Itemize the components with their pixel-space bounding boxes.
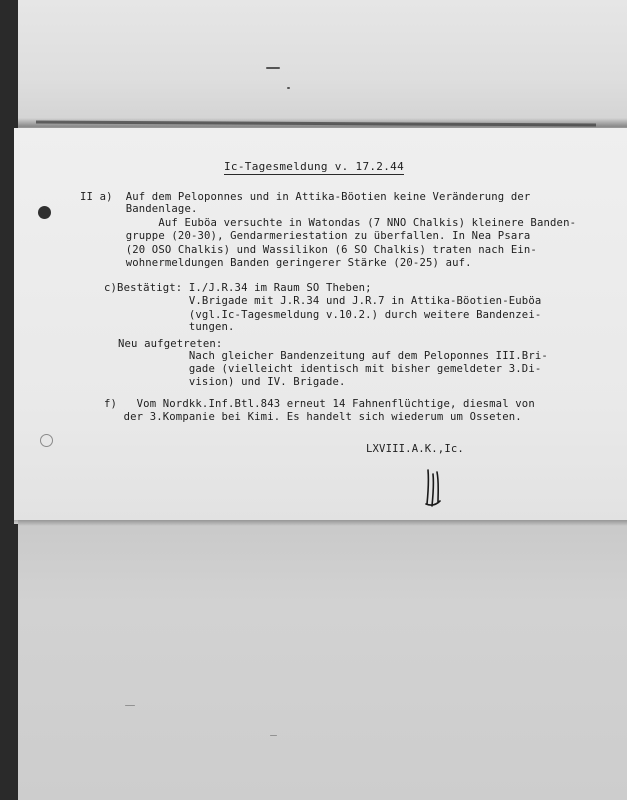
scan-speck (287, 87, 290, 89)
text-line: gruppe (20-30), Gendarmeriestation zu überfallen. In Nea Psara (80, 230, 531, 242)
page-edge-shadow (14, 520, 627, 526)
scan-speck (270, 735, 277, 736)
text-line: Bandenlage. (80, 203, 198, 215)
text-line: gade (vielleicht identisch mit bisher gemeldeter 3.Di- (104, 363, 542, 375)
text-line: tungen. (104, 321, 235, 333)
text-line: vision) und IV. Brigade. (104, 376, 346, 388)
scan-speck (266, 67, 280, 69)
text-line: Nach gleicher Bandenzeitung auf dem Peloponnes III.Bri- (104, 350, 548, 362)
text-line: V.Brigade mit J.R.34 und J.R.7 in Attika-Böotien-Euböa (104, 295, 542, 307)
text-line: Auf Euböa versuchte in Watondas (7 NNO Chalkis) kleinere Banden- (80, 217, 577, 229)
text-line: wohnermeldungen Banden geringerer Stärke (20-25) auf. (80, 257, 472, 269)
text-line: f) Vom Nordkk.Inf.Btl.843 erneut 14 Fahnenflüchtige, diesmal von (104, 398, 535, 410)
text-line: c)Bestätigt: I./J.R.34 im Raum SO Theben; (104, 282, 372, 294)
scan-speck (125, 705, 135, 706)
document-title: Ic-Tagesmeldung v. 17.2.44 (224, 160, 404, 173)
punch-hole (38, 206, 51, 219)
signature-block: LXVIII.A.K.,Ic. (366, 443, 464, 455)
lower-page-fragment (18, 520, 627, 800)
text-line: (vgl.Ic-Tagesmeldung v.10.2.) durch weitere Bandenzei- (104, 309, 542, 321)
text-line: (20 OSO Chalkis) und Wassilikon (6 SO Chalkis) traten nach Ein- (80, 244, 537, 256)
text-line: der 3.Kompanie bei Kimi. Es handelt sich wiederum um Osseten. (104, 411, 522, 423)
text-line: II a) Auf dem Peloponnes und in Attika-Böotien keine Veränderung der (80, 191, 531, 203)
text-line: Neu aufgetreten: (118, 338, 223, 350)
punch-hole-ring (40, 434, 53, 447)
handwritten-signature (424, 468, 444, 508)
upper-page-fragment (18, 0, 627, 130)
